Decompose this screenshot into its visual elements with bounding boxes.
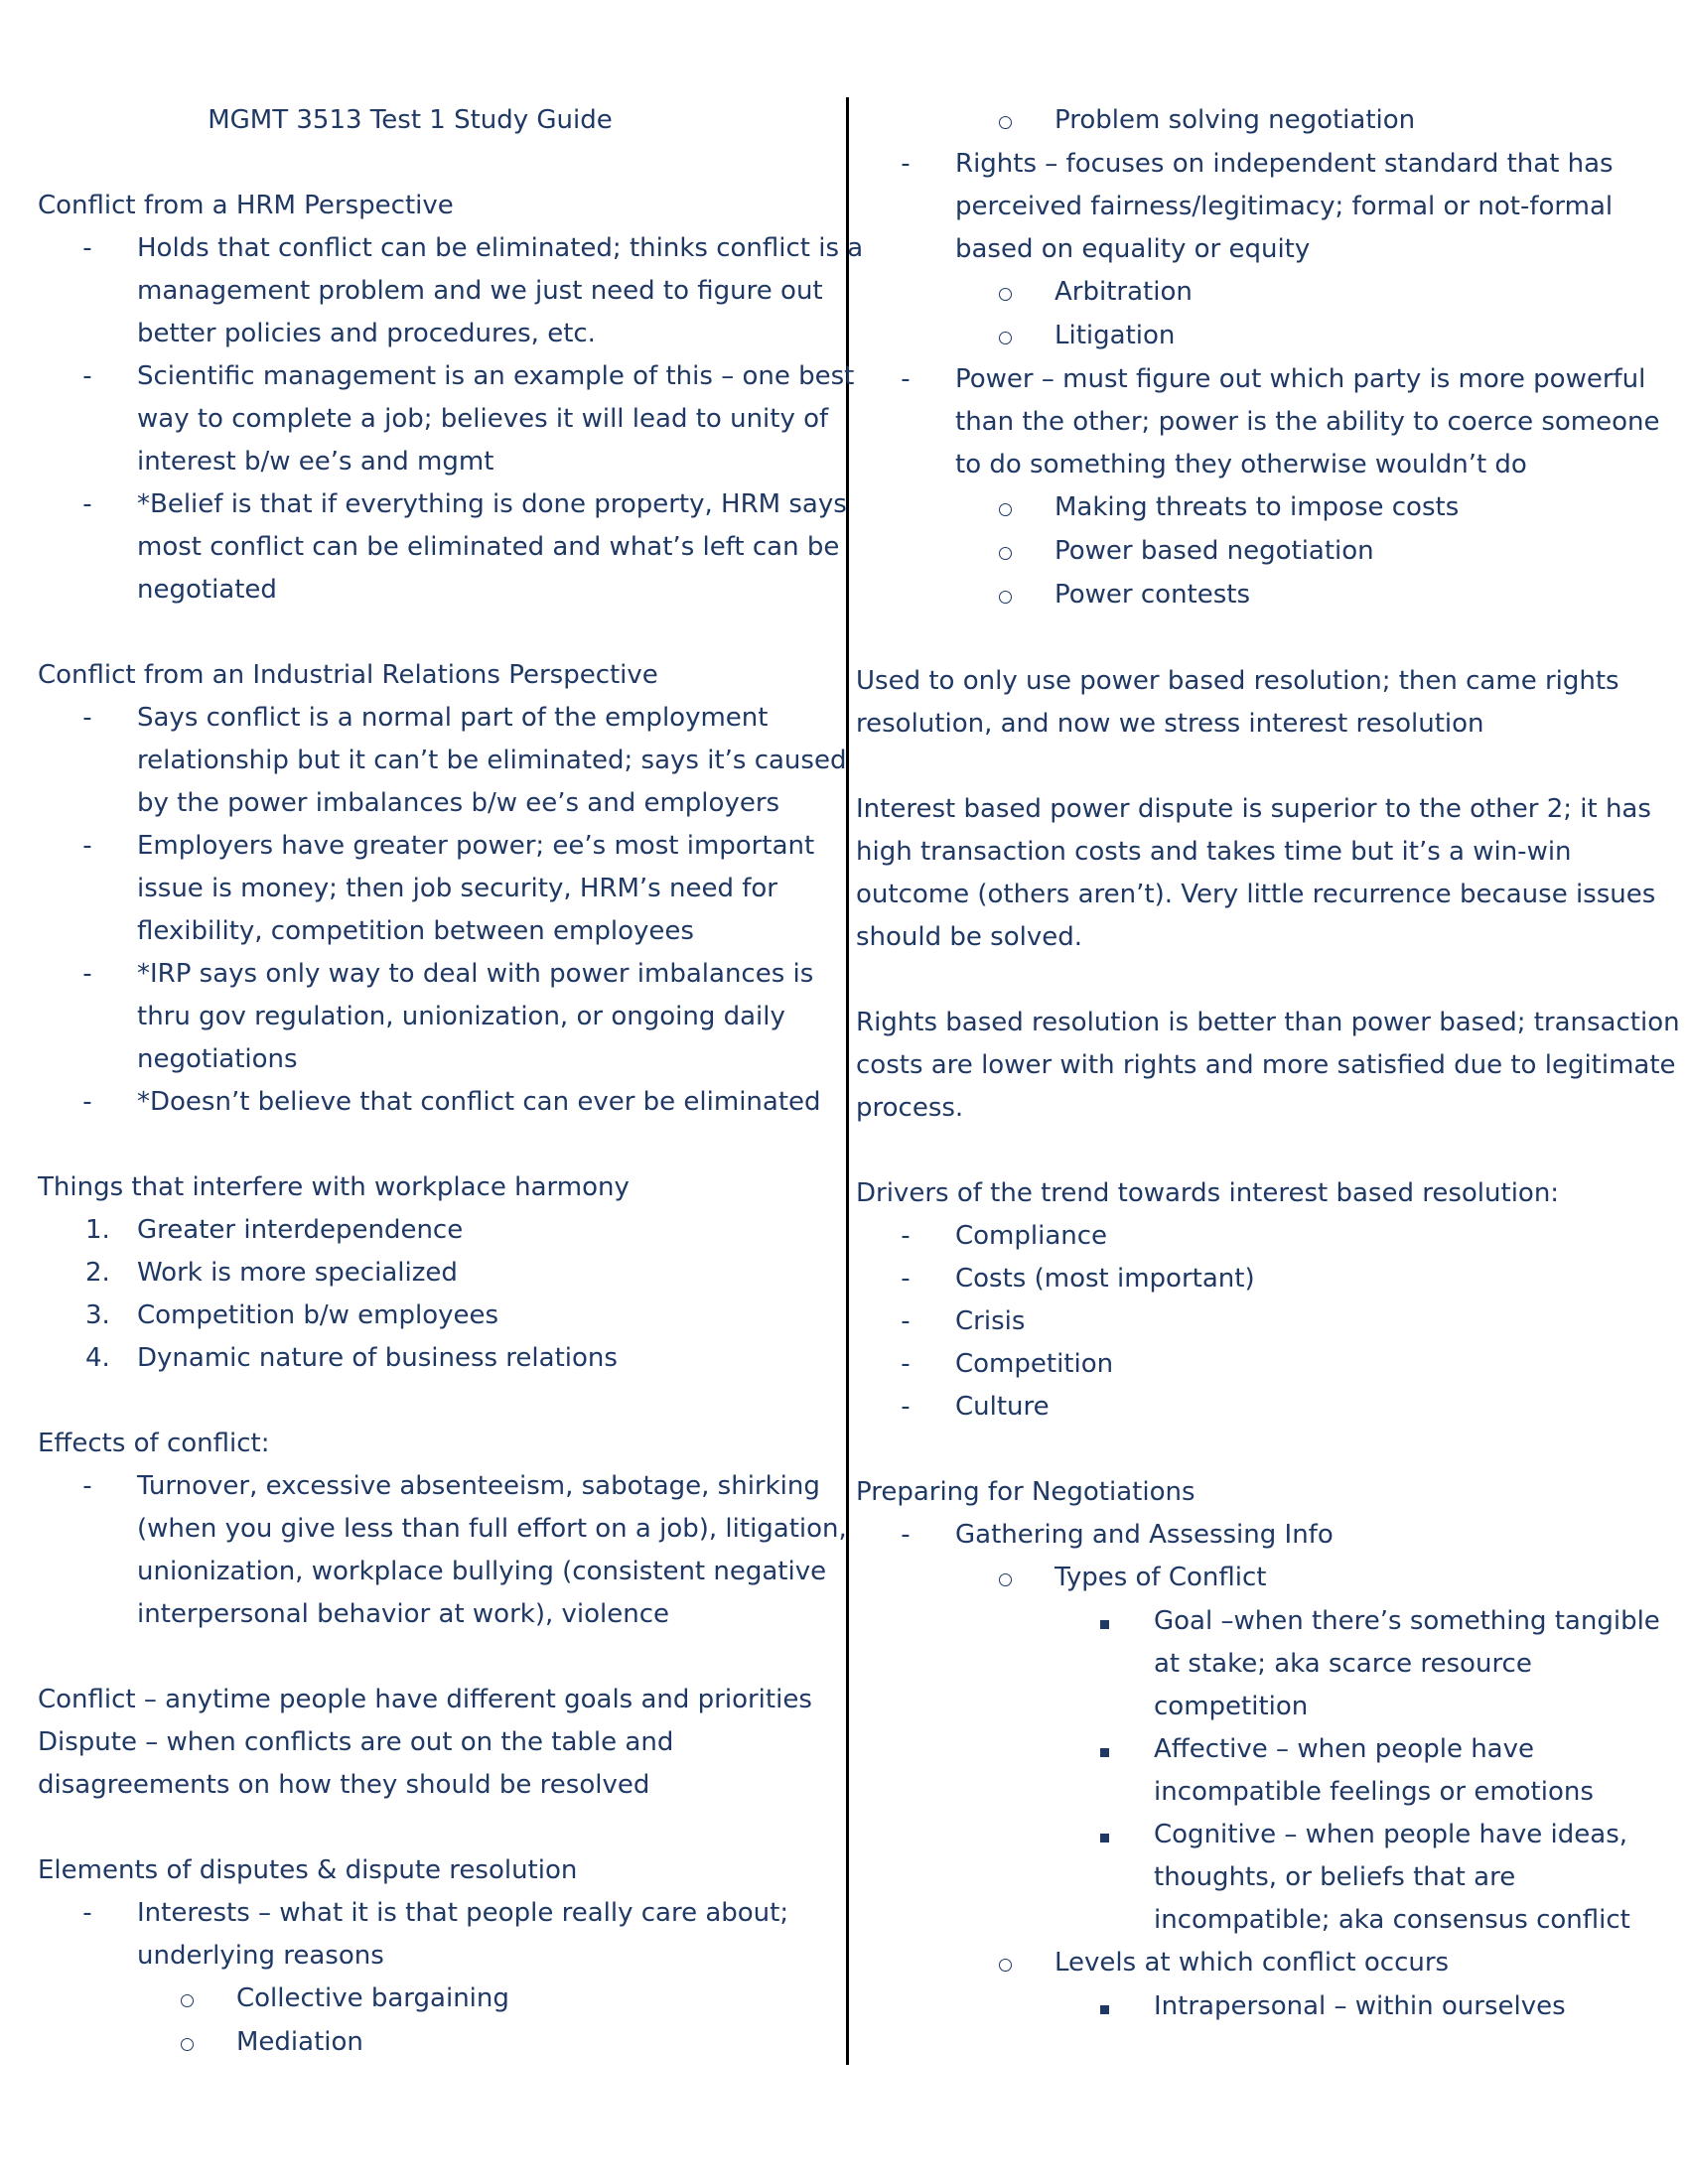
bullet-line: - Scientific management is an example of this – one best: [38, 355, 832, 398]
paragraph-line: Interest based power dispute is superior to the other 2; it has: [856, 794, 1651, 824]
sub-sub-bullet-line: at stake; aka scarce resource: [1154, 1649, 1532, 1679]
bullet-line: - Rights – focuses on independent standard that has: [856, 143, 1650, 186]
dash-bullet: -: [901, 1306, 911, 1336]
bullet-line: negotiated: [137, 575, 277, 605]
circle-bullet: [137, 2021, 236, 2065]
sub-bullet-line: Power contests: [856, 574, 1650, 617]
section-heading-hrm: Conflict from a HRM Perspective: [38, 191, 454, 220]
section-heading-elements: Elements of disputes & dispute resolution: [38, 1855, 578, 1885]
page-title: MGMT 3513 Test 1 Study Guide: [208, 105, 613, 135]
bullet-line: most conflict can be eliminated and what’s left can be: [137, 532, 840, 562]
list-item: - Culture: [856, 1386, 1650, 1429]
dash-bullet: -: [82, 703, 92, 733]
circle-bullet: [955, 530, 1055, 574]
bullet-line: - Holds that conflict can be eliminated; thinks conflict is a: [38, 227, 832, 270]
paragraph-line: resolution, and now we stress interest resolution: [856, 709, 1484, 739]
bullet-line: interest b/w ee’s and mgmt: [137, 447, 494, 477]
bullet-line: - Employers have greater power; ee’s most important: [38, 825, 832, 868]
dash-bullet: -: [82, 959, 92, 989]
sub-sub-bullet-line: incompatible; aka consensus conflict: [1154, 1905, 1630, 1935]
circle-bullet: [955, 271, 1055, 315]
circle-bullet: [955, 315, 1055, 358]
circle-bullet: [955, 99, 1055, 143]
circle-bullet: [955, 1942, 1055, 1985]
bullet-line: - *Belief is that if everything is done property, HRM says: [38, 483, 832, 526]
numbered-item: 3. Competition b/w employees: [38, 1295, 832, 1337]
sub-bullet-line: Making threats to impose costs: [856, 486, 1650, 530]
sub-bullet-line: Litigation: [856, 315, 1650, 358]
dash-bullet: -: [901, 1264, 911, 1294]
sub-sub-bullet-line: thoughts, or beliefs that are: [1154, 1862, 1516, 1892]
sub-sub-bullet-line: Affective – when people have: [856, 1728, 1650, 1771]
list-item: - Crisis: [856, 1300, 1650, 1343]
square-bullet: [1055, 1728, 1154, 1771]
dash-bullet: -: [901, 1520, 911, 1550]
bullet-line: to do something they otherwise wouldn’t do: [955, 450, 1527, 479]
paragraph-line: Used to only use power based resolution; then came rights: [856, 666, 1619, 696]
spacer: [856, 1429, 1650, 1471]
circle-bullet: [955, 574, 1055, 617]
list-item: - Compliance: [856, 1215, 1650, 1258]
sub-bullet-line: Levels at which conflict occurs: [856, 1942, 1650, 1985]
sub-sub-bullet-line: incompatible feelings or emotions: [1154, 1777, 1594, 1807]
sub-sub-bullet-line: Cognitive – when people have ideas,: [856, 1814, 1650, 1856]
spacer: [38, 1380, 832, 1423]
bullet-line: based on equality or equity: [955, 234, 1311, 264]
definition-dispute: Dispute – when conflicts are out on the table and: [38, 1727, 674, 1757]
sub-sub-bullet-line: competition: [1154, 1692, 1309, 1721]
spacer: [856, 959, 1650, 1002]
paragraph-line: process.: [856, 1093, 964, 1123]
bullet-line: (when you give less than full effort on a job), litigation,: [137, 1514, 847, 1544]
sub-sub-bullet-line: Intrapersonal – within ourselves: [856, 1985, 1650, 2028]
paragraph-line: costs are lower with rights and more satisfied due to legitimate: [856, 1050, 1676, 1080]
sub-sub-bullet-line: Goal –when there’s something tangible: [856, 1600, 1650, 1643]
bullet-line: than the other; power is the ability to coerce someone: [955, 407, 1660, 437]
spacer: [38, 1636, 832, 1679]
sub-bullet-line: Types of Conflict: [856, 1557, 1650, 1600]
numbered-item: 1. Greater interdependence: [38, 1209, 832, 1252]
bullet-line: thru gov regulation, unionization, or ongoing daily: [137, 1002, 785, 1031]
item-number: 3.: [85, 1300, 110, 1330]
sub-bullet-line: Mediation: [38, 2021, 832, 2065]
list-item: - Competition: [856, 1343, 1650, 1386]
section-heading-harmony: Things that interfere with workplace harmony: [38, 1172, 630, 1202]
bullet-line: unionization, workplace bullying (consistent negative: [137, 1557, 827, 1586]
spacer: [38, 1124, 832, 1166]
spacer: [38, 142, 832, 185]
dash-bullet: -: [82, 1087, 92, 1117]
dash-bullet: -: [82, 361, 92, 391]
bullet-line: - Power – must figure out which party is more powerful: [856, 358, 1650, 401]
definition-conflict: Conflict – anytime people have different goals and priorities: [38, 1685, 812, 1714]
spacer: [856, 746, 1650, 788]
dash-bullet: -: [82, 489, 92, 519]
right-column: [856, 99, 1680, 2028]
section-heading-preparing: Preparing for Negotiations: [856, 1477, 1196, 1507]
paragraph-line: should be solved.: [856, 922, 1082, 952]
spacer: [38, 1807, 832, 1849]
bullet-line: better policies and procedures, etc.: [137, 319, 596, 348]
circle-bullet: [955, 1557, 1055, 1600]
dash-bullet: -: [901, 149, 911, 179]
sub-bullet-line: Problem solving negotiation: [856, 99, 1650, 143]
dash-bullet: -: [901, 1221, 911, 1251]
square-bullet: [1055, 1814, 1154, 1856]
bullet-line: - Interests – what it is that people really care about;: [38, 1892, 832, 1935]
bullet-line: - *Doesn’t believe that conflict can ever be eliminated: [38, 1081, 832, 1124]
bullet-line: issue is money; then job security, HRM’s need for: [137, 874, 777, 903]
bullet-line: way to complete a job; believes it will lead to unity of: [137, 404, 829, 434]
section-heading-ir: Conflict from an Industrial Relations Perspective: [38, 660, 658, 690]
section-heading-drivers: Drivers of the trend towards interest based resolution:: [856, 1178, 1560, 1208]
bullet-line: interpersonal behavior at work), violence: [137, 1599, 669, 1629]
square-bullet: [1055, 1985, 1154, 2028]
item-number: 4.: [85, 1343, 110, 1373]
paragraph-line: outcome (others aren’t). Very little recurrence because issues: [856, 880, 1656, 909]
dash-bullet: -: [901, 1392, 911, 1422]
section-heading-effects: Effects of conflict:: [38, 1429, 270, 1458]
bullet-line: - Turnover, excessive absenteeism, sabotage, shirking: [38, 1465, 832, 1508]
numbered-item: 4. Dynamic nature of business relations: [38, 1337, 832, 1380]
circle-bullet: [955, 486, 1055, 530]
dash-bullet: -: [82, 831, 92, 861]
left-column: [38, 99, 864, 2065]
dash-bullet: -: [82, 1898, 92, 1928]
item-number: 1.: [85, 1215, 110, 1245]
definition-dispute: disagreements on how they should be resolved: [38, 1770, 650, 1800]
paragraph-line: Rights based resolution is better than power based; transaction: [856, 1008, 1680, 1037]
spacer: [856, 1130, 1650, 1172]
paragraph-line: high transaction costs and takes time but it’s a win-win: [856, 837, 1572, 867]
sub-bullet-line: Power based negotiation: [856, 530, 1650, 574]
sub-bullet-line: Arbitration: [856, 271, 1650, 315]
bullet-line: - Gathering and Assessing Info: [856, 1514, 1650, 1557]
square-bullet: [1055, 1600, 1154, 1643]
bullet-line: perceived fairness/legitimacy; formal or not-formal: [955, 192, 1614, 221]
list-item: - Costs (most important): [856, 1258, 1650, 1300]
bullet-line: flexibility, competition between employees: [137, 916, 694, 946]
bullet-line: by the power imbalances b/w ee’s and employers: [137, 788, 780, 818]
dash-bullet: -: [82, 1471, 92, 1501]
item-number: 2.: [85, 1258, 110, 1288]
bullet-line: relationship but it can’t be eliminated; says it’s caused: [137, 746, 847, 775]
dash-bullet: -: [82, 233, 92, 263]
dash-bullet: -: [901, 364, 911, 394]
bullet-line: underlying reasons: [137, 1941, 384, 1971]
numbered-item: 2. Work is more specialized: [38, 1252, 832, 1295]
spacer: [38, 612, 832, 654]
spacer: [856, 617, 1650, 660]
sub-bullet-line: Collective bargaining: [38, 1978, 832, 2021]
bullet-line: - *IRP says only way to deal with power imbalances is: [38, 953, 832, 996]
bullet-line: negotiations: [137, 1044, 298, 1074]
bullet-line: - Says conflict is a normal part of the employment: [38, 697, 832, 740]
circle-bullet: [137, 1978, 236, 2021]
bullet-line: management problem and we just need to figure out: [137, 276, 823, 306]
dash-bullet: -: [901, 1349, 911, 1379]
